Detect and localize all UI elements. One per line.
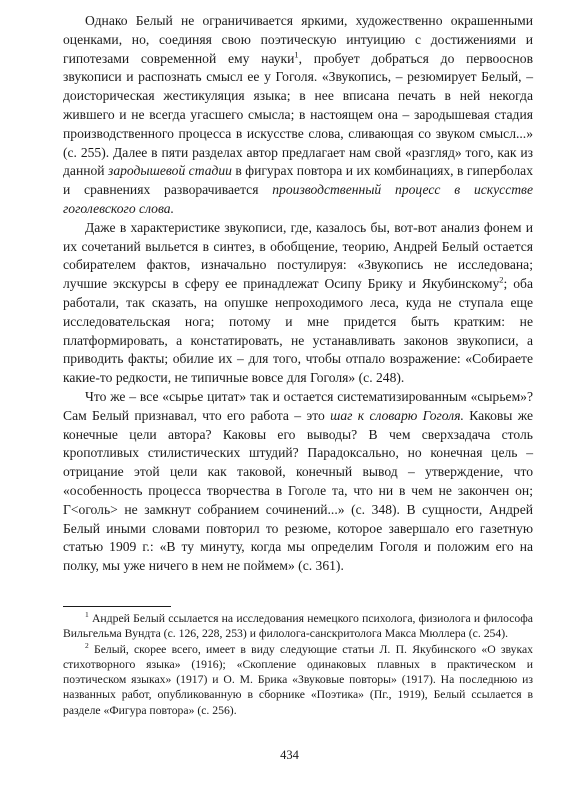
footnote-divider [63, 606, 171, 607]
footnote-marker: 1 [85, 610, 89, 620]
paragraph [63, 388, 533, 576]
text-run: в фигурах повтора и их комбинациях, в гиперболах и сравнениях разворачивается [63, 163, 533, 198]
text-run: ; оба работали, так сказать, на опушке непроходимого леса, куда не ступала еще исследовательская нога; потому и мне придется быть кратким: не платформировать, а констатировать, не устанавливать законов звукописи, а приводить факты; обилие их – для того, чтобы отпало возражение: «Собираете какие-то редкости, не типичные вовсе для Гоголя» (с. 248). [63, 276, 533, 386]
footnote [63, 642, 533, 718]
emphasis-text: зародышевой стадии [108, 163, 232, 179]
text-run: Каковы же конечные цели автора? Каковы его выводы? В чем сверхзадача столь кропотливых стилистических штудий? Парадоксально, но конечная цель – отрицание этой цели как таковой, конечный вывод – утверждение, что «особенность процесса творчества в Гоголе та, что ни в чем не закончен он; Г<оголь> не замкнут собранием сочинений...» (с. 348). В сущности, Андрей Белый иными словами повторил то резюме, которое завершало его газетную статью 1909 г.: «В ту минуту, когда мы определим Гоголя и положим его на полку, мы уже ничего в нем не поймем» (с. 361). [63, 407, 533, 574]
text-run: Андрей Белый ссылается на исследования немецкого психолога, физиолога и философа Вильгельма Вундта (с. 126, 228, 253) и филолога-санскритолога Макса Мюллера (с. 254). [63, 612, 533, 641]
text-run: Однако Белый не ограничивается яркими, художественно окрашенными оценками, но, соединяя свою поэтическую интуицию с достижениями и гипотезами современной ему науки [63, 13, 533, 66]
text-run: Даже в характеристике звукописи, где, казалось бы, вот-вот анализ фонем и их сочетаний выльется в синтез, в обобщение, теорию, Андрей Белый остается собирателем фактов, изначально постулируя: «Звукопись не исследована; лучшие экскурсы в сферу ее принадлежат Осипу Брику и Якубинскому [63, 219, 533, 292]
paragraph [63, 219, 533, 388]
emphasis-text: производственный процесс в искусстве гоголевского слова. [63, 182, 533, 216]
main-text [63, 12, 533, 576]
footnote-marker: 2 [85, 640, 89, 650]
footnotes [63, 611, 533, 718]
page-number: 434 [280, 748, 299, 762]
emphasis-text: шаг к словарю Гоголя. [330, 407, 464, 423]
footnote-marker: 2 [499, 274, 504, 285]
footnote-marker: 1 [294, 49, 299, 60]
text-run: Что же – все «сырье цитат» так и остается систематизированным «сырьем»? Сам Белый признавал, что его работа – это [63, 388, 533, 423]
footnote [63, 611, 533, 642]
text-run: Белый, скорее всего, имеет в виду следующие статьи Л. П. Якубинского «О звуках стихотворного языка» (1916); «Скопление одинаковых плавных в практическом и поэтическом языках» (1917) и О. М. Брика «Звуковые повторы» (1917). На последнюю из названных работ, опубликованную в сборнике «Поэтика» (Пг., 1919), Белый ссылается в разделе «Фигура повтора» (с. 256). [63, 642, 533, 717]
text-run: , пробует добраться до первооснов звукописи и распознать смысл ее у Гоголя. «Звукопись, – резюмирует Белый, – доисторическая жестикуляция языка; в нее вписана печать в ней некогда жившего и не всегда угасшего смысла; в настоящем она – зародышевая стадия производственного процесса в искусстве слова, сливающая со звуком смысл...» (с. 255). Далее в пяти разделах автор предлагает нам свой «разгляд» того, как из данной [63, 50, 533, 179]
paragraph [63, 12, 533, 219]
